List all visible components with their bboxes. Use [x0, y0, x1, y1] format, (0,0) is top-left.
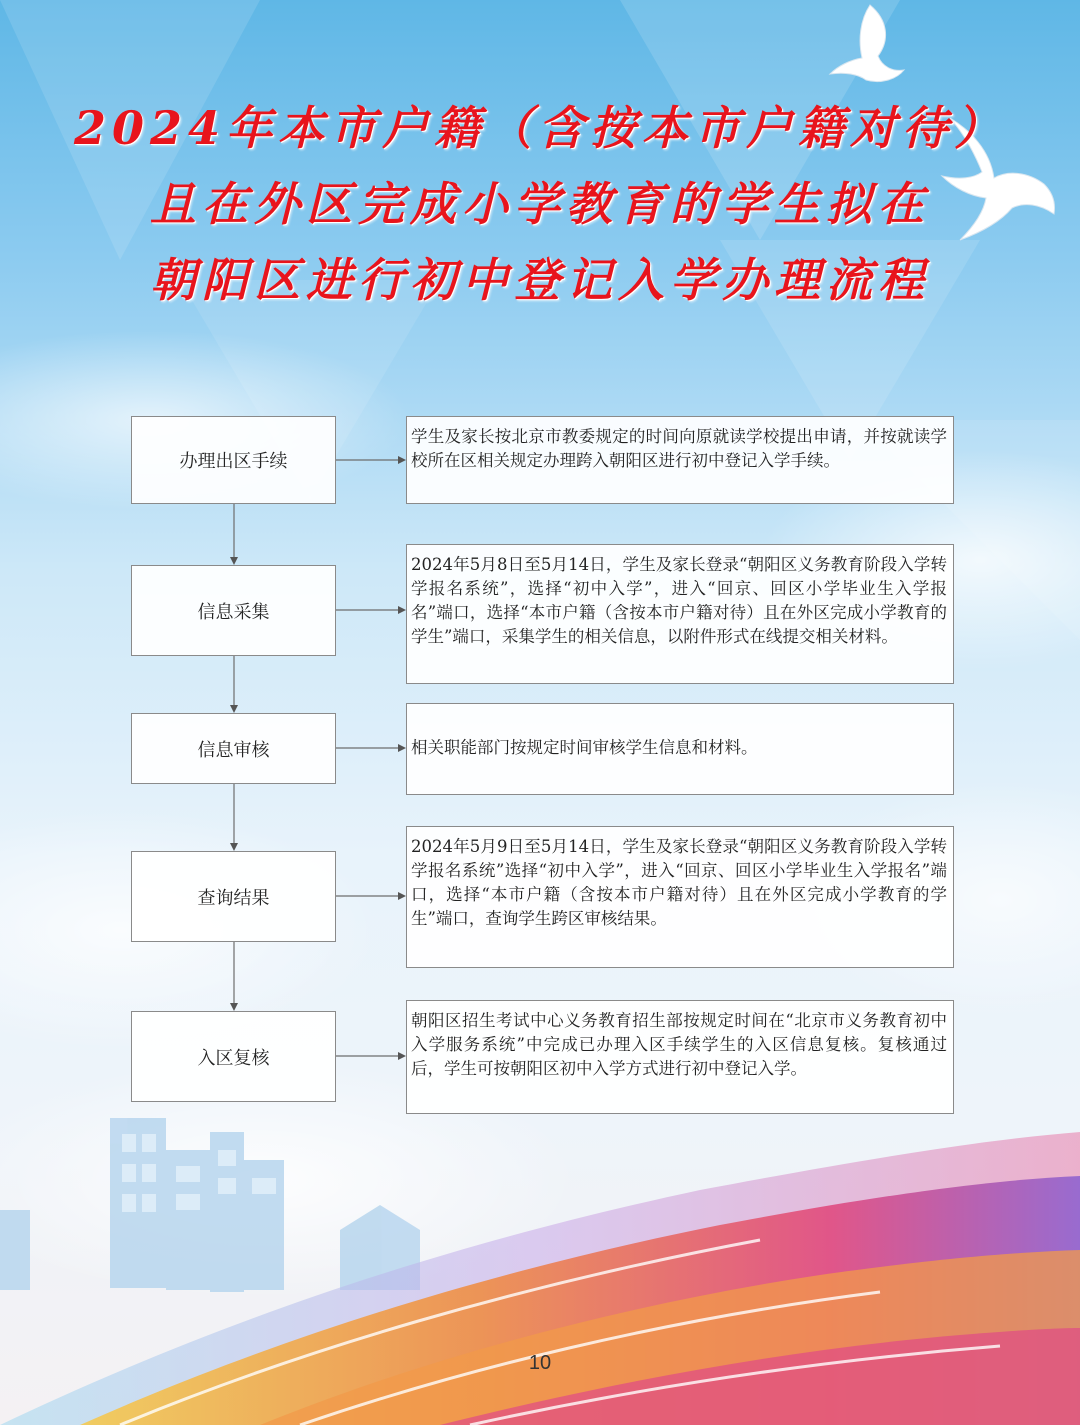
flow-step-box [131, 713, 336, 784]
flow-step-box [131, 1011, 336, 1102]
page-title-line-3: 朝阳区进行初中登记入学办理流程 [150, 253, 930, 307]
flow-step-label: 信息采集 [197, 601, 270, 623]
flow-step-box [131, 565, 336, 656]
flow-step-label: 查询结果 [197, 887, 270, 909]
flow-step-label: 入区复核 [197, 1047, 270, 1069]
flow-step-description: 学生及家长按北京市教委规定的时间向原就读学校提出申请，并按就读学校所在区相关规定办理跨入朝阳区进行初中登记入学手续。 [406, 416, 954, 504]
flow-step-box [131, 851, 336, 942]
page-title-line-1: 2024年本市户籍（含按本市户籍对待） [73, 101, 1007, 155]
flow-step-description: 2024年5月8日至5月14日，学生及家长登录“朝阳区义务教育阶段入学转学报名系统”，选择“初中入学”，进入“回京、回区小学毕业生入学报名”端口，选择“本市户籍（含按本市户籍对待）且在外区完成小学教育的学生”端口，采集学生的相关信息，以附件形式在线提交相关材料。 [406, 544, 954, 684]
flow-step-description: 相关职能部门按规定时间审核学生信息和材料。 [406, 703, 954, 795]
page-number: 10 [528, 1352, 552, 1374]
flow-step-label: 办理出区手续 [179, 451, 288, 472]
flow-step-box [131, 416, 336, 504]
dove-icon [800, 0, 910, 90]
flow-step-description: 朝阳区招生考试中心义务教育招生部按规定时间在“北京市义务教育初中入学服务系统”中完成已办理入区手续学生的入区信息复核。复核通过后，学生可按朝阳区初中入学方式进行初中登记入学。 [406, 1000, 954, 1114]
flow-step-label: 信息审核 [197, 739, 270, 761]
flow-step-description: 2024年5月9日至5月14日，学生及家长登录“朝阳区义务教育阶段入学转学报名系统”选择“初中入学”，进入“回京、回区小学毕业生入学报名”端口，选择“本市户籍（含按本市户籍对待）且在外区完成小学教育的学生”端口，查询学生跨区审核结果。 [406, 826, 954, 968]
page-title-line-2: 且在外区完成小学教育的学生拟在 [150, 177, 930, 231]
